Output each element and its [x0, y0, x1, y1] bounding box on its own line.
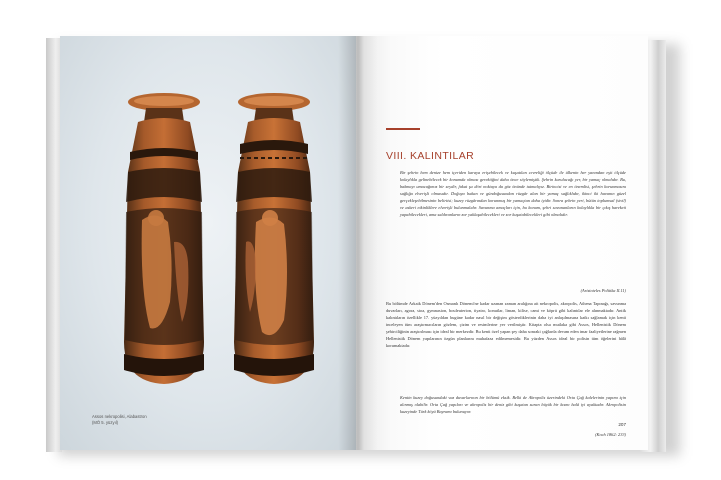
epigraph-source: (Aristoteles Politika II.11) — [580, 288, 626, 293]
page-number: 207 — [618, 422, 626, 427]
alabastron-vase-left-image — [116, 92, 212, 388]
quote-source: (Koch 1862: 233) — [595, 432, 626, 437]
caption-line-2: (MÖ 5. yüzyıl) — [92, 420, 119, 425]
vase-left — [116, 92, 212, 388]
caption-line-1: Assos nekropolisi, Alabastron — [92, 414, 147, 419]
body-paragraph: Bu bölümde Arkaik Dönem'den Osmanlı Dönemi'ne kadar uzanan zaman aralığına ait nekropolis, akropolis, Athena Tapınağı, savunma duvarları, agora, stoa, gymnasion, bouleuterion, tiyatro, konutlar, liman, kilise, cami ve köprü gibi kalıntılar ele alınmaktadır. Antik kalıntıların özellikle 17. yüzyıldan bugüne kadar nasıl bir değişim gösterdiklerinin daha iyi anlaşılmasına katkı sağlamak için kenti inceleyen tüm araştırmacıların gözlem, çizim ve resimlerine yer verilmiştir. Kitapta olsa mutlaka gibi Assos, Hellenistik Dönem şehirciliğinin araştırılması için ideal bir merkezdir. Bu kenti özel yapan şey daha sonraki çağlarda devam eden imar faaliyetlerine rağmen Hellenistik Dönem yapılarının özgün planlarını muhafaza edilmemesidir. Bu yüzden Assos ideal bir polisin tüm öğelerini hâlâ korumaktadır. — [386, 301, 626, 348]
alabastron-vase-right-image — [226, 92, 322, 388]
image-caption — [92, 414, 252, 426]
right-page — [356, 36, 648, 450]
epigraph-quote: Bir şehrin hem denize hem içeriden karaya erişebilecek ve kuşatılan cevreliği ölçüde ile ülkenin her yanından eşit ölçüde kolaylıkla gelinebilecek bir konumda olması gerektiğini daha önce söylemiştik. Şehrin kurulacağı yer, bir yamaç olmalıdır. Bu, bakmayı umacağımız bir seydir, fakat şu dört noktaya da göz önünde tutmalıyız. Birincisi ve en önemlisi, şehrin korunmasını sağlığa elverişli olmasıdır. Doğuya bakan ve gündoğusundan rüzgâr alan bir yamaç sağlıklıdır, ikinci iki havanın güzel gerçekleşebilmesinin belirtisi; kuzey rüzgârından korunmuş bir yamaçtan daha iyidir. Sonra şehrin yeri, bütün toplumsal (sivil) ve askeri etkinliklere elverişli bulunmalıdır. Savunma amaçları için, bu konum, şehri savunanların kolaylıkla bir çıkış hareketi yapabilecekleri, ama saldıranların zor yaklaşabilecekleri ve zor kuşatabilecekleri gibi olmalıdır. — [400, 170, 626, 217]
chapter-rule — [386, 128, 420, 130]
left-page — [60, 36, 356, 450]
chapter-title: VIII. KALINTILAR — [386, 150, 475, 162]
book-gutter — [338, 36, 378, 450]
block-quote: Kentin kuzey doğusundaki vaz duvarlarının bir bölümü eksik. Belki de Akropolis üzerindeki Orta Çağ kalelerinin yapımı için alınmış olabilir. Orta Çağ yapıları ve akropolis bir deniz gibi kuşatan suran büyük bir kısmı halâ iyi ayaktadır. Akropolisin kuzeyinde Türk köyü Bayramı bulunuyor. — [400, 395, 626, 414]
vase-right — [226, 92, 322, 388]
